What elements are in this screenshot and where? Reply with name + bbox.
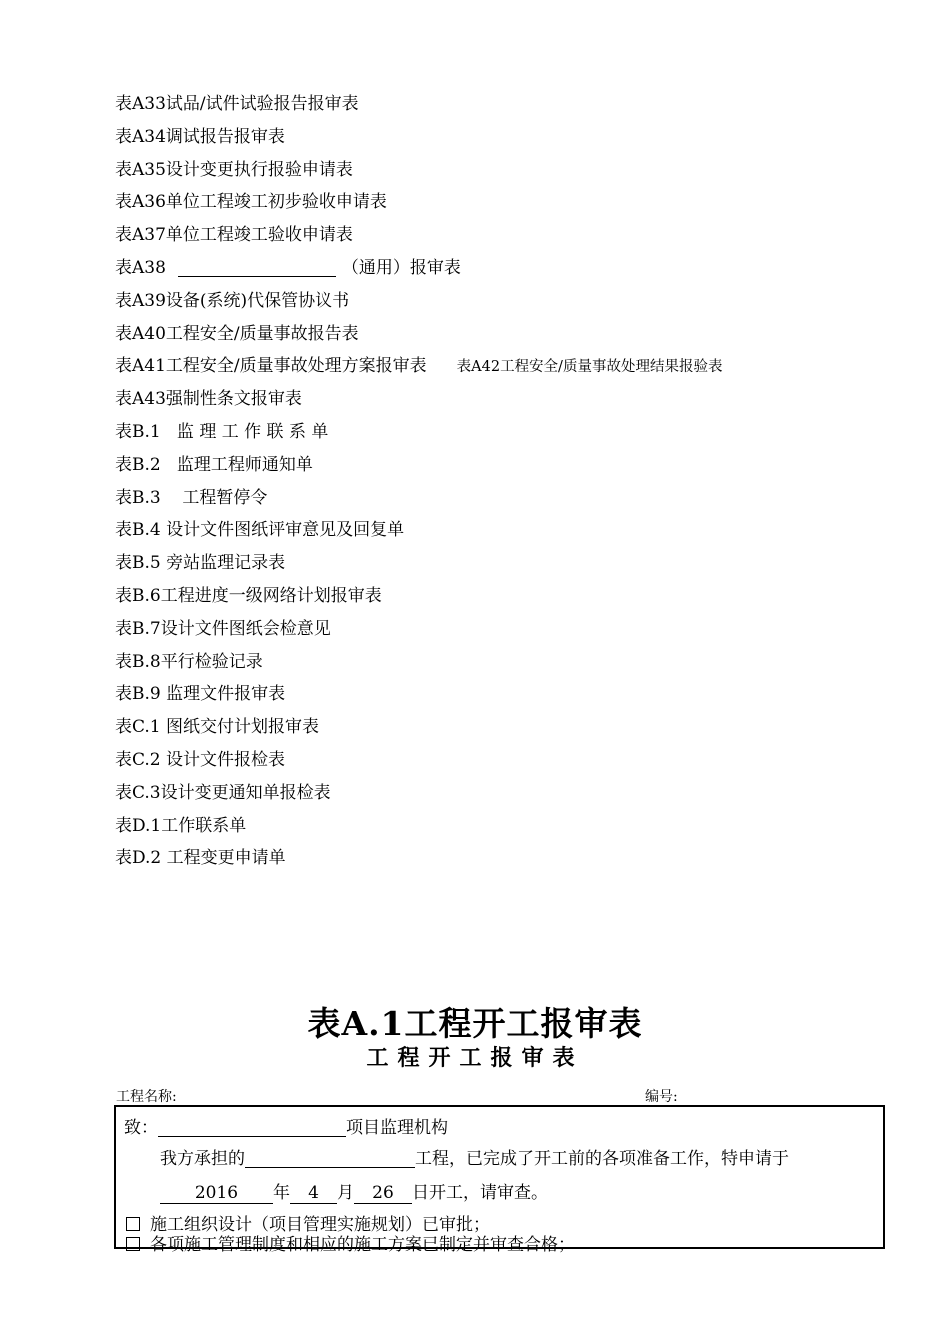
list-item: 表D.1工作联系单	[115, 815, 247, 836]
checklist-item	[126, 1230, 575, 1255]
year-value[interactable]: 2016	[160, 1183, 273, 1204]
month-value[interactable]: 4	[290, 1183, 337, 1204]
date-line	[160, 1178, 548, 1204]
page-title: 表A.1工程开工报审表	[307, 1004, 643, 1043]
day-value[interactable]: 26	[354, 1183, 412, 1204]
list-item: 表C.3设计变更通知单报检表	[115, 782, 331, 803]
statement-suffix: 工程，已完成了开工前的各项准备工作，特申请于	[415, 1149, 789, 1169]
checkbox[interactable]	[126, 1217, 140, 1231]
statement-line	[160, 1144, 789, 1169]
list-item: 表B.6工程进度一级网络计划报审表	[115, 585, 382, 606]
checklist-label: 各项施工管理制度和相应的施工方案已制定并审查合格；	[150, 1235, 575, 1255]
list-item: 表A35设计变更执行报验申请表	[115, 159, 353, 180]
list-item-suffix: （通用）报审表	[341, 257, 461, 278]
list-item: 表B.9 监理文件报审表	[115, 684, 286, 705]
list-item: 表B.2 监理工程师通知单	[115, 454, 313, 475]
list-item-right: 表A42工程安全/质量事故处理结果报验表	[456, 359, 723, 376]
list-item: 表A36单位工程竣工初步验收申请表	[115, 192, 387, 213]
form-subtitle: 工程开工报审表	[366, 1045, 584, 1071]
list-item: 表A34调试报告报审表	[115, 126, 285, 147]
list-item: 表A33试品/试件试验报告报审表	[115, 94, 359, 114]
list-item: 表A37单位工程竣工验收申请表	[115, 225, 353, 246]
supervisor-name-field[interactable]	[158, 1116, 346, 1137]
project-name-label: 工程名称:	[116, 1089, 177, 1105]
list-item	[115, 252, 895, 285]
list-item	[115, 350, 895, 383]
form-index-list	[115, 88, 895, 875]
list-item-left: 表A41工程安全/质量事故处理方案报审表	[115, 356, 427, 377]
list-item: 表C.1 图纸交付计划报审表	[115, 717, 320, 738]
list-item: 表B.7设计文件图纸会检意见	[115, 618, 331, 639]
list-item: 表A43强制性条文报审表	[115, 389, 302, 410]
list-item: 表B.3 工程暂停令	[115, 487, 268, 508]
list-item: 表C.2 设计文件报检表	[115, 749, 286, 770]
checklist-label: 施工组织设计（项目管理实施规划）已审批；	[150, 1215, 490, 1235]
to-label: 致：	[124, 1118, 158, 1138]
month-label: 月	[337, 1183, 354, 1203]
statement-prefix: 我方承担的	[160, 1149, 245, 1169]
year-label: 年	[273, 1183, 290, 1203]
list-item: 表B.4 设计文件图纸评审意见及回复单	[115, 520, 405, 541]
list-item: 表D.2 工程变更申请单	[115, 848, 286, 869]
day-suffix: 日开工，请审查。	[412, 1183, 548, 1203]
list-item: 表A40工程安全/质量事故报告表	[115, 323, 359, 344]
number-label: 编号:	[645, 1089, 678, 1105]
addressee-line	[124, 1113, 448, 1138]
list-item: 表B.8平行检验记录	[115, 651, 263, 672]
to-suffix: 项目监理机构	[346, 1118, 448, 1138]
list-item: 表B.5 旁站监理记录表	[115, 553, 286, 574]
list-item: 表A39设备(系统)代保管协议书	[115, 290, 350, 311]
blank-underline	[178, 256, 336, 277]
project-name-field[interactable]	[245, 1147, 415, 1168]
list-item-prefix: 表A38	[115, 257, 166, 278]
application-form	[114, 1105, 885, 1255]
checkbox[interactable]	[126, 1237, 140, 1251]
list-item: 表B.1 监 理 工 作 联 系 单	[115, 421, 329, 442]
